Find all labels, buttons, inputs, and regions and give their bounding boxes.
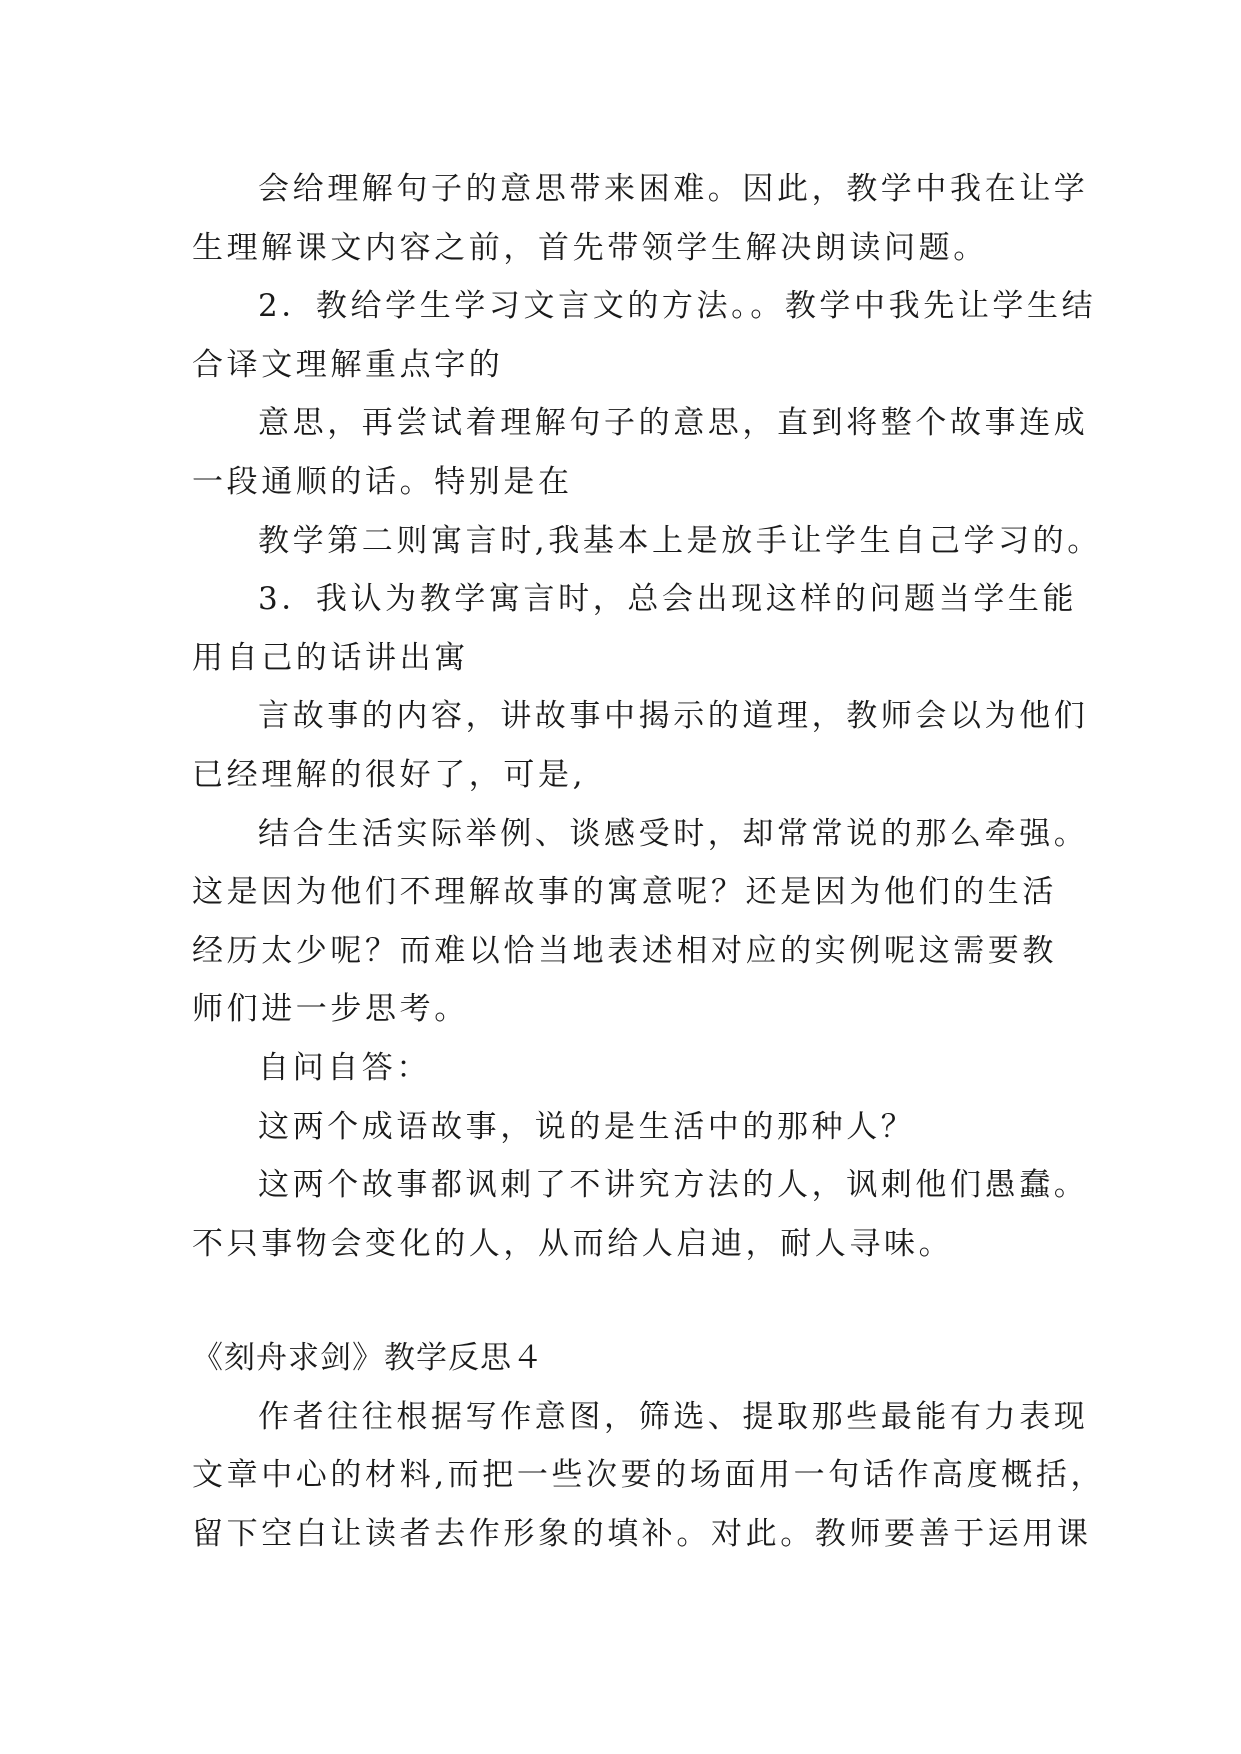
paragraph-line: 言故事的内容，讲故事中揭示的道理，教师会以为他们: [258, 698, 1089, 735]
paragraph-line: 这两个故事都讽刺了不讲究方法的人，讽刺他们愚蠢。: [258, 1167, 1089, 1204]
paragraph-line: 作者往往根据写作意图，筛选、提取那些最能有力表现: [258, 1398, 1089, 1435]
paragraph-line: 师们进一步思考。: [192, 991, 469, 1028]
section-heading: 《刻舟求剑》教学反思４: [192, 1340, 544, 1377]
paragraph-line: 文章中心的材料,而把一些次要的场面用一句话作高度概括，: [192, 1457, 1106, 1494]
paragraph-line: 自问自答：: [258, 1049, 431, 1086]
paragraph-line: 留下空白让读者去作形象的填补。对此。教师要善于运用课: [192, 1516, 1092, 1553]
paragraph-line: 3．我认为教学寓言时，总会出现这样的问题当学生能: [258, 581, 1078, 618]
section-gap: [192, 1273, 1052, 1329]
paragraph-line: 已经理解的很好了，可是,: [192, 756, 587, 793]
paragraph-line: 一段通顺的话。特别是在: [192, 463, 573, 500]
paragraph-line: 生理解课文内容之前，首先带领学生解决朗读问题。: [192, 229, 988, 266]
paragraph-line: 教学第二则寓言时,我基本上是放手让学生自己学习的。: [258, 522, 1102, 559]
paragraph-line: 会给理解句子的意思带来困难。因此，教学中我在让学: [258, 171, 1089, 207]
paragraph-line: 意思，再尝试着理解句子的意思，直到将整个故事连成: [258, 405, 1089, 442]
paragraph-line: 用自己的话讲出寓: [192, 639, 469, 676]
paragraph-line: 经历太少呢？而难以恰当地表述相对应的实例呢这需要教: [192, 932, 1057, 969]
paragraph-line: 这两个成语故事，说的是生活中的那种人？: [258, 1108, 916, 1145]
paragraph-line: 不只事物会变化的人，从而给人启迪，耐人寻味。: [192, 1225, 954, 1262]
paragraph-line: 结合生活实际举例、谈感受时，却常常说的那么牵强。: [258, 815, 1089, 852]
paragraph-line: 2．教给学生学习文言文的方法。。教学中我先让学生结: [258, 288, 1097, 325]
paragraph-line: 合译文理解重点字的: [192, 346, 504, 383]
document-page: [192, 160, 1106, 1564]
paragraph-line: 这是因为他们不理解故事的寓意呢？还是因为他们的生活: [192, 874, 1057, 911]
